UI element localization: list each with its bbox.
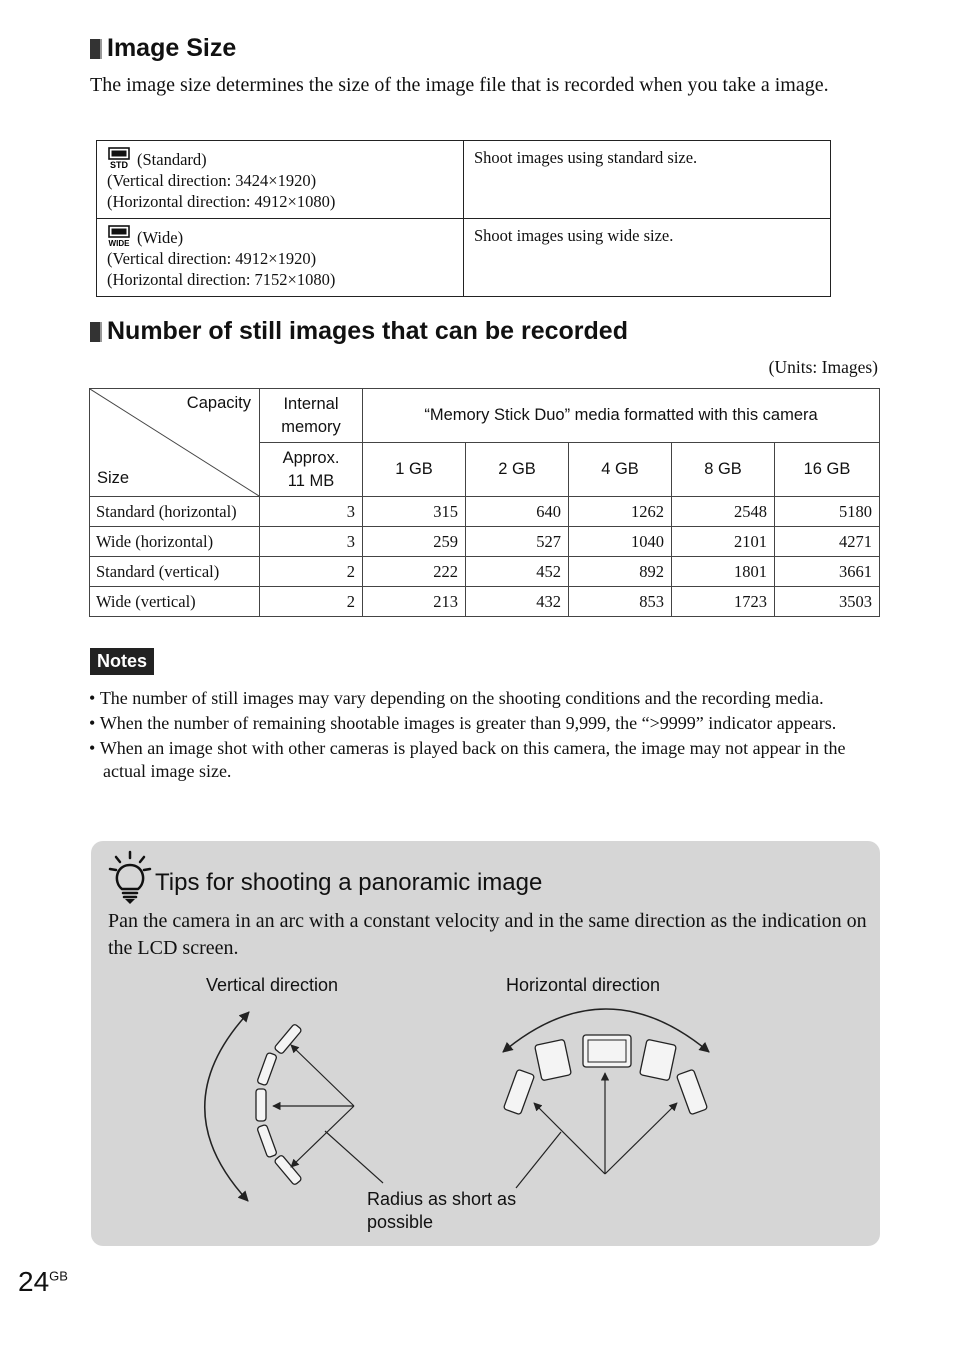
approx-capacity-header: Approx. 11 MB (260, 443, 363, 497)
table-cell: 2101 (672, 527, 775, 557)
wide-label: (Wide) (137, 228, 184, 247)
image-size-intro: The image size determines the size of the image file that is recorded when you take a image. (90, 74, 829, 96)
horizontal-radius-lines (516, 1073, 677, 1188)
standard-label: (Standard) (137, 150, 207, 169)
table-cell: 3661 (775, 557, 880, 587)
vertical-sweep-arrow (205, 1012, 249, 1201)
memory-stick-header: “Memory Stick Duo” media formatted with this camera (363, 389, 880, 443)
wide-description: Shoot images using wide size. (464, 219, 831, 297)
table-cell: 432 (466, 587, 569, 617)
heading-marker (90, 322, 102, 342)
page-number: $24^{GB}$ (18, 1266, 68, 1297)
table-cell: 853 (569, 587, 672, 617)
panorama-diagram (91, 841, 880, 1246)
still-images-table (89, 388, 880, 617)
table-cell: 2548 (672, 497, 775, 527)
notes-list (89, 687, 879, 785)
table-cell: 1040 (569, 527, 672, 557)
table-cell: 452 (466, 557, 569, 587)
radius-label: Radius as short as possible (367, 1189, 517, 1232)
image-size-row-wide (97, 219, 831, 297)
units-note: (Units: Images) (768, 357, 878, 377)
image-size-heading-text: Image Size (107, 34, 237, 62)
table-cell: 259 (363, 527, 466, 557)
vertical-direction-label: Vertical direction (206, 975, 339, 995)
table-row (90, 587, 880, 617)
standard-description: Shoot images using standard size. (464, 141, 831, 219)
note-item: • When an image shot with other cameras is played back on this camera, the image may not appear in the actual image size. (89, 738, 846, 781)
capacity-header: 1 GB (363, 443, 466, 497)
still-images-heading (90, 317, 628, 346)
header-row-1 (90, 389, 880, 443)
standard-horizontal: (Horizontal direction: 4912×1080) (107, 192, 336, 211)
table-cell: 640 (466, 497, 569, 527)
wide-horizontal: (Horizontal direction: 7152×1080) (107, 270, 336, 289)
table-cell: 315 (363, 497, 466, 527)
tips-text: Pan the camera in an arc with a constant velocity and in the same direction as the indication on the LCD screen. (108, 910, 867, 959)
row-label: Wide (horizontal) (90, 527, 260, 557)
standard-size-icon (107, 147, 131, 169)
table-cell: 2 (260, 557, 363, 587)
table-cell: 3 (260, 497, 363, 527)
row-label: Wide (vertical) (90, 587, 260, 617)
svg-text:WIDE: WIDE (108, 239, 130, 247)
capacity-header: 2 GB (466, 443, 569, 497)
table-cell: 4271 (775, 527, 880, 557)
internal-memory-header: Internal memory (260, 389, 363, 443)
table-cell: 2 (260, 587, 363, 617)
notes-label: Notes (90, 648, 154, 675)
size-label: Size (97, 469, 130, 487)
table-cell: 1801 (672, 557, 775, 587)
image-size-cell (97, 141, 464, 219)
capacity-header: 8 GB (672, 443, 775, 497)
svg-text:STD: STD (110, 160, 128, 169)
note-item: • When the number of remaining shootable images is greater than 9,999, the “>9999” indicator appears. (89, 713, 837, 733)
table-cell: 222 (363, 557, 466, 587)
vertical-camera-positions (256, 1024, 302, 1186)
corner-cell (90, 389, 260, 497)
table-row (90, 497, 880, 527)
row-label: Standard (horizontal) (90, 497, 260, 527)
vertical-radius-lines (273, 1045, 383, 1183)
wide-vertical: (Vertical direction: 4912×1920) (107, 249, 317, 268)
capacity-header: 4 GB (569, 443, 672, 497)
standard-vertical: (Vertical direction: 3424×1920) (107, 171, 317, 190)
image-size-row-standard (97, 141, 831, 219)
table-cell: 3 (260, 527, 363, 557)
table-cell: 213 (363, 587, 466, 617)
table-cell: 892 (569, 557, 672, 587)
table-row (90, 527, 880, 557)
table-cell: 527 (466, 527, 569, 557)
row-label: Standard (vertical) (90, 557, 260, 587)
table-cell: 1723 (672, 587, 775, 617)
capacity-label: Capacity (186, 394, 251, 412)
tips-title: Tips for shooting a panoramic image (155, 869, 543, 896)
horizontal-direction-label: Horizontal direction (506, 975, 661, 995)
image-size-cell (97, 219, 464, 297)
tips-box (91, 841, 880, 1246)
wide-size-icon (107, 225, 131, 247)
capacity-header: 16 GB (775, 443, 880, 497)
table-row (90, 557, 880, 587)
table-cell: 3503 (775, 587, 880, 617)
still-images-heading-text: Number of still images that can be recorded (107, 317, 628, 345)
table-cell: 1262 (569, 497, 672, 527)
table-cell: 5180 (775, 497, 880, 527)
image-size-table (96, 140, 831, 297)
image-size-heading (90, 34, 236, 63)
heading-marker (90, 39, 102, 59)
note-item: • The number of still images may vary depending on the shooting conditions and the recording media. (89, 688, 824, 708)
